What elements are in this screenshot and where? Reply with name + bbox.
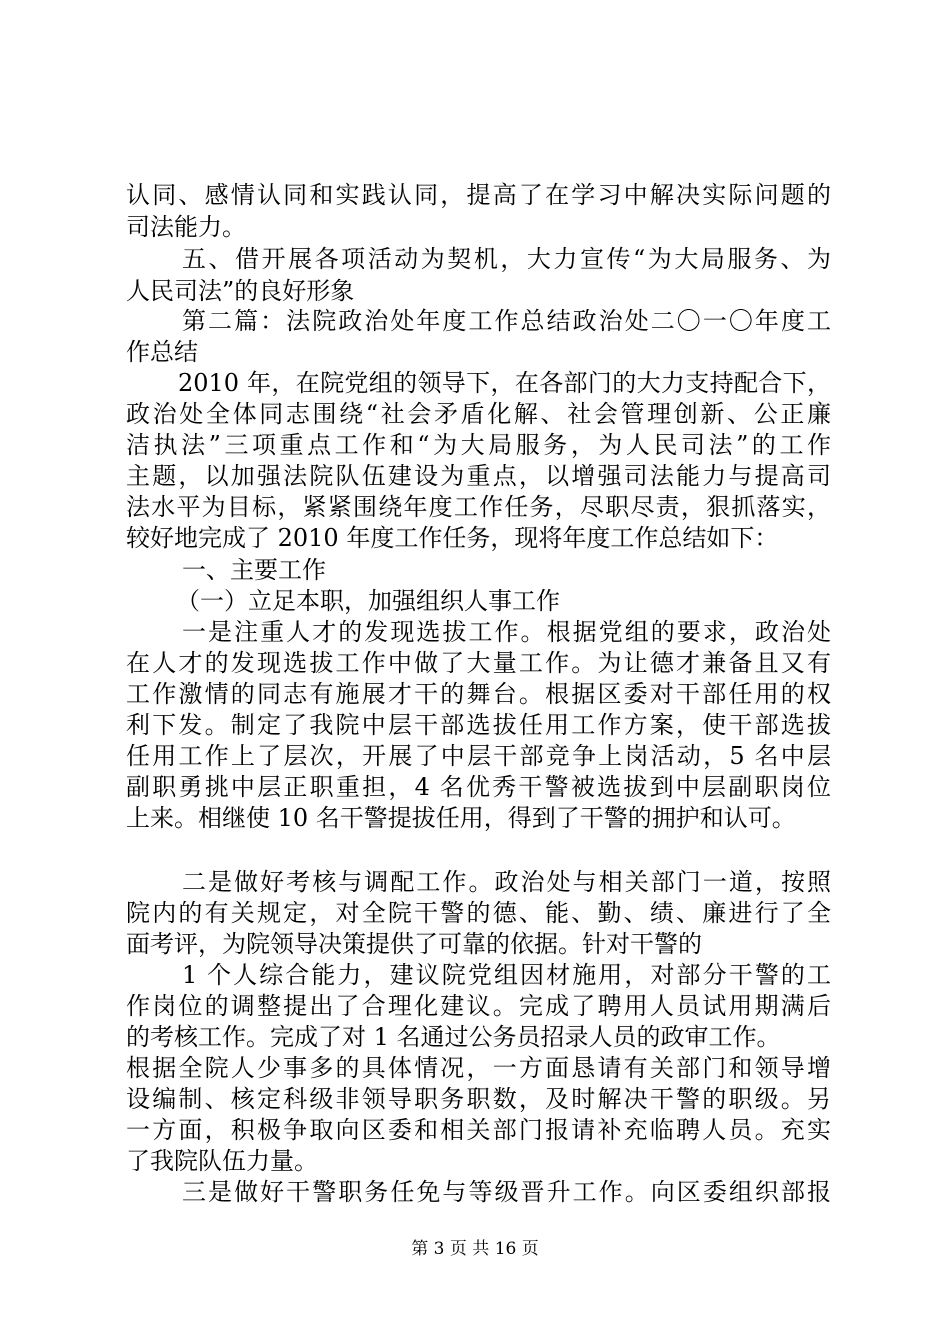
text-line: 上来。相继使 10 名干警提拔任用，得到了干警的拥护和认可。 bbox=[126, 804, 796, 832]
text-line: 人民司法”的良好形象 bbox=[126, 277, 355, 305]
text-line: 一方面，积极争取向区委和相关部门报请补充临聘人员。充实 bbox=[126, 1116, 831, 1144]
page-number-footer: 第 3 页 共 16 页 bbox=[411, 1239, 539, 1259]
text-line: 设编制、核定科级非领导职务职数，及时解决干警的职级。另 bbox=[126, 1085, 831, 1113]
text-line: 2010 年，在院党组的领导下，在各部门的大力支持配合下， bbox=[178, 369, 831, 397]
text-line: 司法能力。 bbox=[126, 213, 246, 241]
text-line: 五、借开展各项活动为契机，大力宣传“为大局服务、为 bbox=[182, 245, 831, 273]
text-line: 一、主要工作 bbox=[182, 556, 326, 584]
text-line: 法水平为目标，紧紧围绕年度工作任务，尽职尽责，狠抓落实， bbox=[126, 493, 831, 521]
text-line: 1 个人综合能力，建议院党组因材施用，对部分干警的工 bbox=[182, 961, 831, 989]
text-line: 任用工作上了层次，开展了中层干部竞争上岗活动，5 名中层 bbox=[126, 742, 831, 770]
text-line: 的考核工作。完成了对 1 名通过公务员招录人员的政审工作。 bbox=[126, 1023, 781, 1051]
text-line: 认同、感情认同和实践认同，提高了在学习中解决实际问题的 bbox=[126, 181, 831, 209]
text-line: 利下发。制定了我院中层干部选拔任用工作方案，使干部选拔 bbox=[126, 711, 831, 739]
text-line: 二是做好考核与调配工作。政治处与相关部门一道，按照 bbox=[182, 868, 831, 896]
text-line: 在人才的发现选拔工作中做了大量工作。为让德才兼备且又有 bbox=[126, 649, 831, 677]
text-line: 政治处全体同志围绕“社会矛盾化解、社会管理创新、公正廉 bbox=[126, 400, 831, 428]
text-line: 工作激情的同志有施展才干的舞台。根据区委对干部任用的权 bbox=[126, 680, 831, 708]
text-line: 了我院队伍力量。 bbox=[126, 1147, 318, 1175]
text-line: 三是做好干警职务任免与等级晋升工作。向区委组织部报 bbox=[182, 1178, 831, 1206]
text-line: 较好地完成了 2010 年度工作任务，现将年度工作总结如下： bbox=[126, 524, 779, 552]
text-line: 作岗位的调整提出了合理化建议。完成了聘用人员试用期满后 bbox=[126, 992, 831, 1020]
text-line: 主题，以加强法院队伍建设为重点，以增强司法能力与提高司 bbox=[126, 462, 831, 490]
text-line: 作总结 bbox=[126, 338, 198, 366]
text-line: 院内的有关规定，对全院干警的德、能、勤、绩、廉进行了全 bbox=[126, 899, 831, 927]
text-line: （一）立足本职，加强组织人事工作 bbox=[176, 587, 560, 615]
text-line: 洁执法”三项重点工作和“为大局服务，为人民司法”的工作 bbox=[126, 431, 831, 459]
text-line: 一是注重人才的发现选拔工作。根据党组的要求，政治处 bbox=[182, 618, 831, 646]
text-line: 面考评，为院领导决策提供了可靠的依据。针对干警的 bbox=[126, 930, 702, 958]
text-line: 根据全院人少事多的具体情况，一方面恳请有关部门和领导增 bbox=[126, 1054, 831, 1082]
text-line: 副职勇挑中层正职重担，4 名优秀干警被选拔到中层副职岗位 bbox=[126, 773, 831, 801]
text-line: 第二篇：法院政治处年度工作总结政治处二〇一〇年度工 bbox=[182, 307, 831, 335]
